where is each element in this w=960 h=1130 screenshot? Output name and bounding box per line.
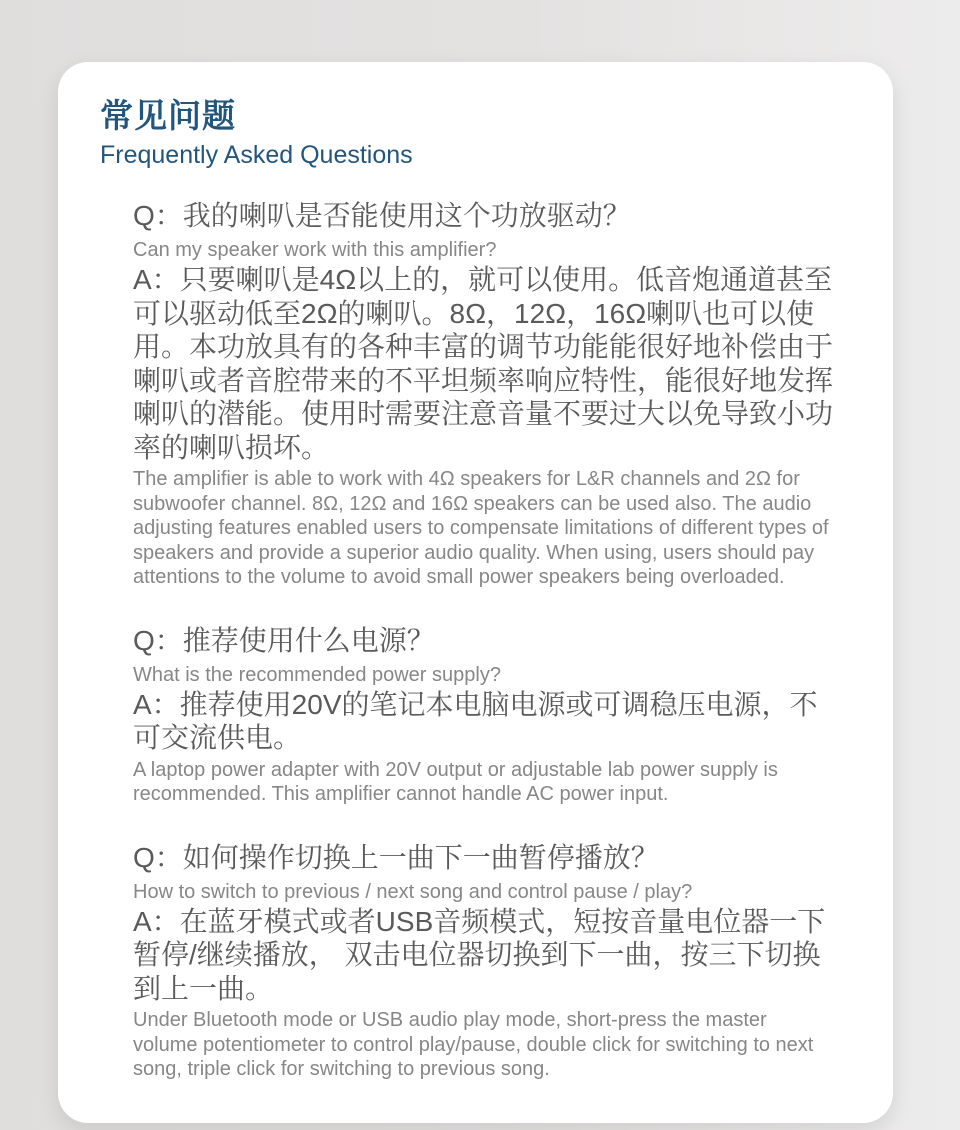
question-zh: Q：如何操作切换上一曲下一曲暂停播放？ bbox=[133, 841, 659, 873]
faq-header bbox=[100, 98, 853, 169]
answer-en: Under Bluetooth mode or USB audio play mode, short-press the master volume potentiometer to control play/pause, double click for switching to next song, triple click for switching to previous song. bbox=[133, 1009, 814, 1080]
question-en: Can my speaker work with this amplifier? bbox=[133, 239, 497, 261]
question-en: How to switch to previous / next song and control pause / play? bbox=[133, 880, 693, 903]
faq-item-playback-control bbox=[133, 841, 833, 1082]
page-title-zh: 常见问题 bbox=[100, 97, 236, 134]
question-zh: Q：我的喇叭是否能使用这个功放驱动？ bbox=[133, 200, 631, 231]
answer-zh: A：只要喇叭是4Ω以上的，就可以使用。低音炮通道甚至可以驱动低至2Ω的喇叭。8Ω，12Ω，16Ω喇叭也可以使用。本功放具有的各种丰富的调节功能能很好地补偿由于喇叭或者音腔带来的不平坦频率响应特性，能很好地发挥喇叭的潜能。使用时需要注意音量不要过大以免导致小功率的喇叭损坏。 bbox=[133, 264, 834, 463]
faq-card bbox=[58, 62, 893, 1123]
faq-item-power-supply bbox=[133, 624, 833, 807]
answer-zh: A：推荐使用20V的笔记本电脑电源或可调稳压电源，不可交流供电。 bbox=[133, 688, 818, 753]
faq-list bbox=[133, 199, 833, 1082]
question-zh: Q：推荐使用什么电源？ bbox=[133, 624, 435, 656]
page-title-en: Frequently Asked Questions bbox=[100, 141, 413, 169]
question-en: What is the recommended power supply? bbox=[133, 663, 501, 686]
faq-item-speaker-compatibility bbox=[133, 199, 833, 590]
answer-en: The amplifier is able to work with 4Ω speakers for L&R channels and 2Ω for subwoofer channel. 8Ω, 12Ω and 16Ω speakers can be used also. The audio adjusting features enabled users to compensate limitations of different types of speakers and provide a superior audio quality. When using, users should pay attentions to the volume to avoid small power speakers being overloaded. bbox=[133, 468, 829, 588]
answer-en: A laptop power adapter with 20V output or adjustable lab power supply is recommended. This amplifier cannot handle AC power input. bbox=[133, 758, 778, 805]
answer-zh: A：在蓝牙模式或者USB音频模式，短按音量电位器一下 暂停/继续播放， 双击电位器切换到下一曲，按三下切换到上一曲。 bbox=[133, 905, 826, 1004]
